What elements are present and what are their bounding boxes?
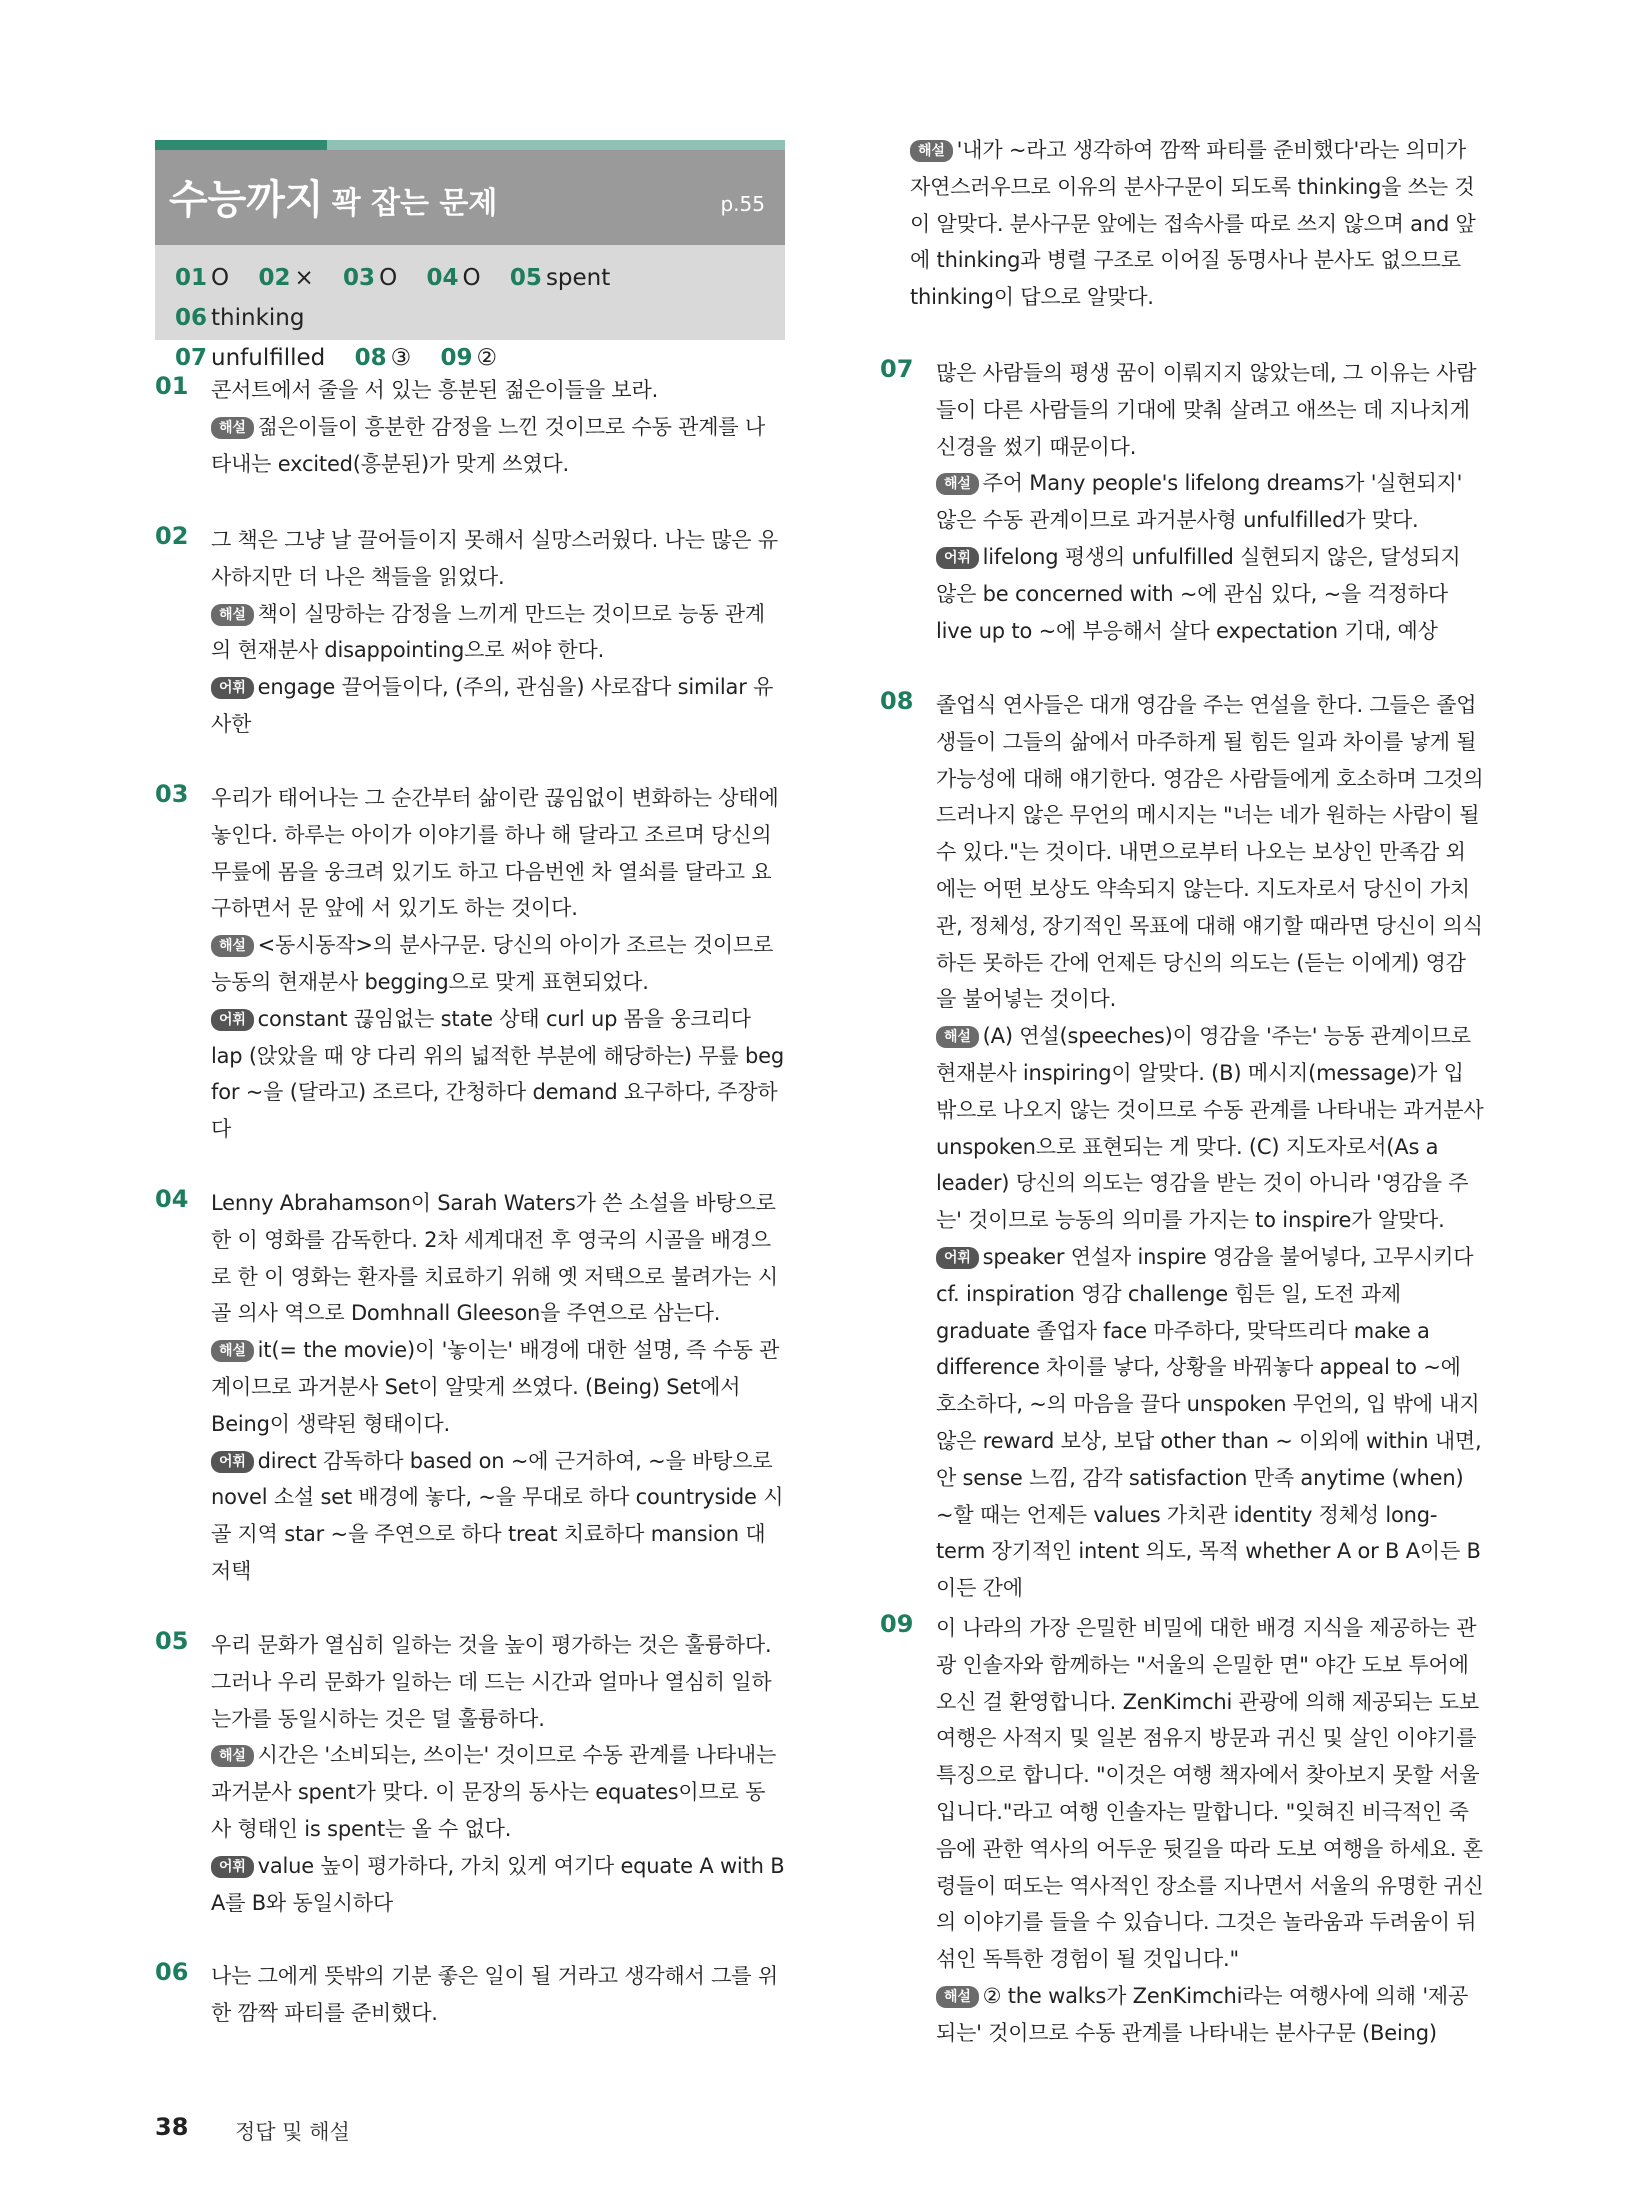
translation: 우리 문화가 열심히 일하는 것을 높이 평가하는 것은 훌륭하다. 그러나 우리 문화가 일하는 데 드는 시간과 얼마나 열심히 일하는가를 동일시하는 것은 덜 훌륭하다. (211, 1633, 772, 1731)
vocab: direct 감독하다 based on ~에 근거하여, ~을 바탕으로 novel 소설 set 배경에 놓다, ~을 무대로 하다 countryside 시골 지역 star ~을 주연으로 하다 treat 치료하다 mansion 대저택 (211, 1448, 784, 1583)
explanation: <동시동작>의 분사구문. 당신의 아이가 조르는 것이므로 능동의 현재분사 begging으로 맞게 표현되었다. (211, 933, 774, 994)
question-06-continued (880, 132, 1485, 316)
vocab: lifelong 평생의 unfulfilled 실현되지 않은, 달성되지 않은 be concerned with ~에 관심 있다, ~을 걱정하다 live up to ~에 부응해서 살다 expectation 기대, 예상 (936, 544, 1461, 643)
vocab: speaker 연설자 inspire 영감을 불어넣다, 고무시키다 cf. inspiration 영감 challenge 힘든 일, 도전 과제 graduate 졸업자 face 마주하다, 맞닥뜨리다 make a difference 차이를 낳다, 상황을 바꿔놓다 appeal to ~에 호소하다, ~의 마음을 끌다 unspoken 무언의, 입 밖에 내지 않은 reward 보상, 보답 other than ~ 이외에 within 내면, 안 sense 느낌, 감각 satisfaction 만족 anytime (when) ~할 때는 언제든 values 가치관 identity 정체성 long-term 장기적인 intent 의도, 목적 whether A or B A이든 B이든 간에 (936, 1244, 1482, 1601)
explanation: it(= the movie)이 '놓이는' 배경에 대한 설명, 즉 수동 관계이므로 과거분사 Set이 알맞게 쓰였다. (Being) Set에서 Being이 생략된 형태이다. (211, 1338, 780, 1436)
question-number: 04 (155, 1185, 189, 1213)
explanation-tag: 해설 (211, 417, 254, 439)
header-accent-bar (155, 140, 785, 150)
question-number: 07 (880, 355, 914, 383)
explanation: 시간은 '소비되는, 쓰이는' 것이므로 수동 관계를 나타내는 과거분사 spent가 맞다. 이 문장의 동사는 equates이므로 동사 형태인 is spent는 올 수 없다. (211, 1743, 777, 1841)
answer-item: 05 spent (509, 265, 611, 291)
translation: 우리가 태어나는 그 순간부터 삶이란 끊임없이 변화하는 상태에 놓인다. 하루는 아이가 이야기를 하나 해 달라고 조르며 당신의 무릎에 몸을 웅크려 있기도 하고 다음번엔 차 열쇠를 달라고 요구하면서 문 앞에 서 있기도 하는 것이다. (211, 786, 779, 921)
question-number: 06 (155, 1958, 189, 1986)
question-06 (155, 1958, 785, 2032)
question-number: 01 (155, 372, 189, 400)
explanation-tag: 해설 (211, 1340, 254, 1362)
explanation-tag: 해설 (211, 604, 254, 626)
question-number: 05 (155, 1627, 189, 1655)
vocab-tag: 어휘 (211, 1856, 254, 1878)
explanation: ② the walks가 ZenKimchi라는 여행사에 의해 '제공되는' 것이므로 수동 관계를 나타내는 분사구문 (Being) (936, 1983, 1469, 2045)
page-reference: p.55 (720, 192, 765, 216)
vocab-tag: 어휘 (936, 547, 979, 569)
explanation: (A) 연설(speeches)이 영감을 '주는' 능동 관계이므로 현재분사 inspiring이 알맞다. (B) 메시지(message)가 입 밖으로 나오지 않는 것이므로 수동 관계를 나타내는 과거분사 unspoken으로 표현되는 게 맞다. (C) 지도자로서(As a leader) 당신의 의도는 영감을 받는 것이 아니라 '영감을 주는' 것이므로 능동의 의미를 가지는 to inspire가 알맞다. (936, 1024, 1484, 1233)
explanation-tag: 해설 (936, 473, 979, 495)
question-number: 08 (880, 687, 914, 715)
explanation-tag: 해설 (910, 140, 953, 162)
question-08 (880, 687, 1485, 1607)
header-title-row (155, 150, 785, 245)
answer-item: 08 ③ (354, 345, 412, 371)
question-number: 02 (155, 522, 189, 550)
explanation-tag: 해설 (211, 1745, 254, 1767)
answer-item: 06 thinking (175, 305, 305, 331)
explanation-tag: 해설 (936, 1026, 979, 1048)
question-07 (880, 355, 1485, 649)
question-number: 09 (880, 1610, 914, 1638)
translation: 많은 사람들의 평생 꿈이 이뤄지지 않았는데, 그 이유는 사람들이 다른 사람들의 기대에 맞춰 살려고 애쓰는 데 지나치게 신경을 썼기 때문이다. (936, 361, 1477, 459)
answer-key (175, 258, 775, 378)
footer-label: 정답 및 해설 (235, 2120, 350, 2144)
translation: Lenny Abrahamson이 Sarah Waters가 쓴 소설을 바탕으로 한 이 영화를 감독한다. 2차 세계대전 후 영국의 시골을 배경으로 한 이 영화는 환자를 치료하기 위해 옛 저택으로 불려가는 시골 의사 역으로 Domhnall Gleeson을 주연으로 삼는다. (211, 1191, 778, 1326)
question-04 (155, 1185, 785, 1590)
question-03 (155, 780, 785, 1148)
explanation: 젊은이들이 흥분한 감정을 느낀 것이므로 수동 관계를 나타내는 excited(흥분된)가 맞게 쓰였다. (211, 414, 765, 476)
answer-item: 07 unfulfilled (175, 345, 326, 371)
section-subtitle: 꽉 잡는 문제 (331, 186, 498, 221)
question-number: 03 (155, 780, 189, 808)
translation: 콘서트에서 줄을 서 있는 흥분된 젊은이들을 보라. (211, 378, 659, 402)
explanation-tag: 해설 (211, 935, 254, 957)
page-number: 38 (155, 2113, 189, 2141)
explanation: '내가 ~라고 생각하여 깜짝 파티를 준비했다'라는 의미가 자연스러우므로 이유의 분사구문이 되도록 thinking을 쓰는 것이 알맞다. 분사구문 앞에는 접속사를 따로 쓰지 않으며 and 앞에 thinking과 병렬 구조로 이어질 동명사나 분사도 없으므로 thinking이 답으로 알맞다. (910, 138, 1476, 310)
question-01 (155, 372, 785, 482)
vocab-tag: 어휘 (936, 1247, 979, 1269)
translation: 그 책은 그냥 날 끌어들이지 못해서 실망스러웠다. 나는 많은 유사하지만 더 나은 책들을 읽었다. (211, 528, 778, 589)
answer-item: 04 O (426, 265, 481, 291)
translation: 이 나라의 가장 은밀한 비밀에 대한 배경 지식을 제공하는 관광 인솔자와 함께하는 "서울의 은밀한 면" 야간 도보 투어에 오신 걸 환영합니다. ZenKimchi 관광에 의해 제공되는 도보 여행은 사적지 및 일본 점유지 방문과 귀신 및 살인 이야기를 특징으로 합니다. "이것은 여행 책자에서 찾아보지 못할 서울입니다."라고 여행 인솔자는 말합니다. "잊혀진 비극적인 죽음에 관한 역사의 어두운 뒷길을 따라 도보 여행을 하세요. 혼령들이 떠도는 역사적인 장소를 지나면서 서울의 유명한 귀신의 이야기를 들을 수 있습니다. 그것은 놀라움과 두려움이 뒤섞인 독특한 경험이 될 것입니다." (936, 1616, 1484, 1972)
vocab: engage 끌어들이다, (주의, 관심을) 사로잡다 similar 유사한 (211, 675, 774, 736)
vocab-tag: 어휘 (211, 1451, 254, 1473)
vocab-tag: 어휘 (211, 1009, 254, 1031)
vocab-tag: 어휘 (211, 677, 254, 699)
explanation-tag: 해설 (936, 1986, 979, 2008)
question-02 (155, 522, 785, 743)
answer-item: 09 ② (440, 345, 498, 371)
translation: 나는 그에게 뜻밖의 기분 좋은 일이 될 거라고 생각해서 그를 위한 깜짝 파티를 준비했다. (211, 1964, 778, 2025)
explanation: 책이 실망하는 감정을 느끼게 만드는 것이므로 능동 관계의 현재분사 disappointing으로 써야 한다. (211, 601, 765, 663)
vocab: value 높이 평가하다, 가치 있게 여기다 equate A with B A를 B와 동일시하다 (211, 1853, 785, 1915)
answer-item: 01 O (175, 265, 230, 291)
answer-item: 02 × (258, 265, 314, 291)
answer-item: 03 O (343, 265, 398, 291)
vocab: constant 끊임없는 state 상태 curl up 몸을 웅크리다 lap (앉았을 때 양 다리 위의 넓적한 부분에 해당하는) 무릎 beg for ~을 (달라고) 조르다, 간청하다 demand 요구하다, 주장하다 (211, 1006, 784, 1142)
section-title: 수능까지 꽉 잡는 문제 (169, 176, 498, 223)
question-09 (880, 1610, 1485, 2052)
header-box (155, 140, 785, 371)
explanation: 주어 Many people's lifelong dreams가 '실현되지' 않은 수동 관계이므로 과거분사형 unfulfilled가 맞다. (936, 471, 1463, 533)
question-05 (155, 1627, 785, 1921)
translation: 졸업식 연사들은 대개 영감을 주는 연설을 한다. 그들은 졸업생들이 그들의 삶에서 마주하게 될 힘든 일과 차이를 낳게 될 가능성에 대해 얘기한다. 영감은 사람들에게 호소하며 그것의 드러나지 않은 무언의 메시지는 "너는 네가 원하는 사람이 될 수 있다."는 것이다. 내면으로부터 나오는 보상인 만족감 외에는 어떤 보상도 약속되지 않는다. 지도자로서 당신이 가치관, 정체성, 장기적인 목표에 대해 얘기할 때라면 당신이 의식하든 못하든 간에 언제든 당신의 의도는 (듣는 이에게) 영감을 불어넣는 것이다. (936, 693, 1484, 1012)
